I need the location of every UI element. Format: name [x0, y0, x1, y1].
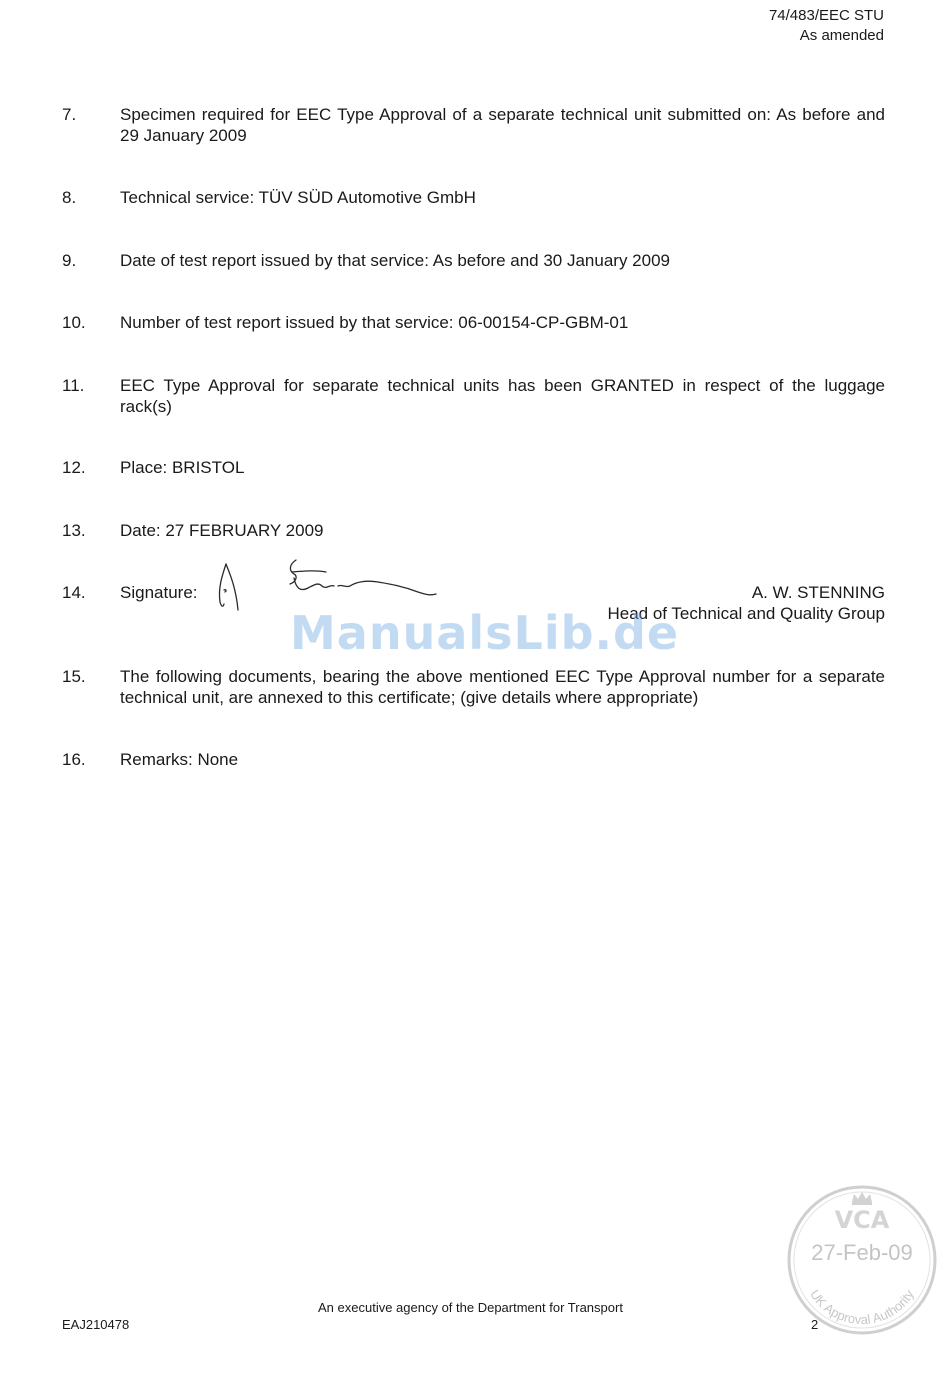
reference-code: 74/483/EEC STU [768, 7, 884, 24]
item-number: 12. [62, 458, 86, 477]
item-text: Date of test report issued by that service: As before and 30 January 2009 [120, 251, 670, 270]
item-text: Specimen required for EEC Type Approval of a separate technical unit submitted on: As before and 29 January 2009 [120, 105, 885, 145]
item-text: Date: 27 FEBRUARY 2009 [120, 521, 324, 540]
item-text: EEC Type Approval for separate technical units has been GRANTED in respect of the luggage rack(s) [120, 376, 885, 416]
item-number: 8. [62, 188, 77, 207]
handwritten-signature [212, 554, 472, 616]
signature-label: Signature: [120, 583, 198, 602]
document-reference [769, 6, 884, 46]
item-text: Technical service: TÜV SÜD Automotive GmbH [120, 188, 476, 207]
item-16 [62, 749, 885, 770]
item-number: 10. [62, 313, 86, 332]
item-text: Remarks: None [120, 750, 239, 769]
item-text: Place: BRISTOL [120, 458, 245, 477]
crown-icon [852, 1192, 872, 1205]
item-text: The following documents, bearing the above mentioned EEC Type Approval number for a separate technical unit, are annexed to this certificate; (give details where appropriate) [120, 667, 885, 707]
item-14-signature [62, 582, 885, 632]
stamp-arc-text: UK Approval Authority [807, 1286, 917, 1328]
item-number: 13. [62, 521, 86, 540]
item-number: 16. [62, 750, 86, 769]
signatory-block [607, 582, 885, 624]
item-9 [62, 250, 885, 271]
item-7 [62, 104, 885, 146]
item-number: 11. [62, 376, 85, 395]
item-12 [62, 457, 885, 478]
footer-reference: EAJ210478 [62, 1317, 130, 1332]
approval-stamp [786, 1184, 938, 1336]
footer-agency: An executive agency of the Department for Transport [318, 1300, 623, 1315]
item-11 [62, 375, 885, 417]
item-text: Number of test report issued by that service: 06-00154-CP-GBM-01 [120, 313, 629, 332]
vca-logo: VCA [834, 1206, 890, 1234]
signatory-name: A. W. STENNING [751, 583, 885, 602]
item-13 [62, 520, 885, 541]
signatory-title: Head of Technical and Quality Group [607, 604, 885, 623]
item-number: 7. [62, 105, 77, 124]
item-8 [62, 187, 885, 208]
item-number: 14. [62, 583, 86, 602]
stamp-date: 27-Feb-09 [811, 1240, 913, 1265]
page-number: 2 [811, 1317, 819, 1332]
item-number: 9. [62, 251, 77, 270]
amendment-status: As amended [799, 27, 884, 44]
item-15 [62, 666, 885, 708]
watermark: ManualsLib.de [290, 606, 680, 660]
item-number: 15. [62, 667, 86, 686]
item-10 [62, 312, 885, 333]
